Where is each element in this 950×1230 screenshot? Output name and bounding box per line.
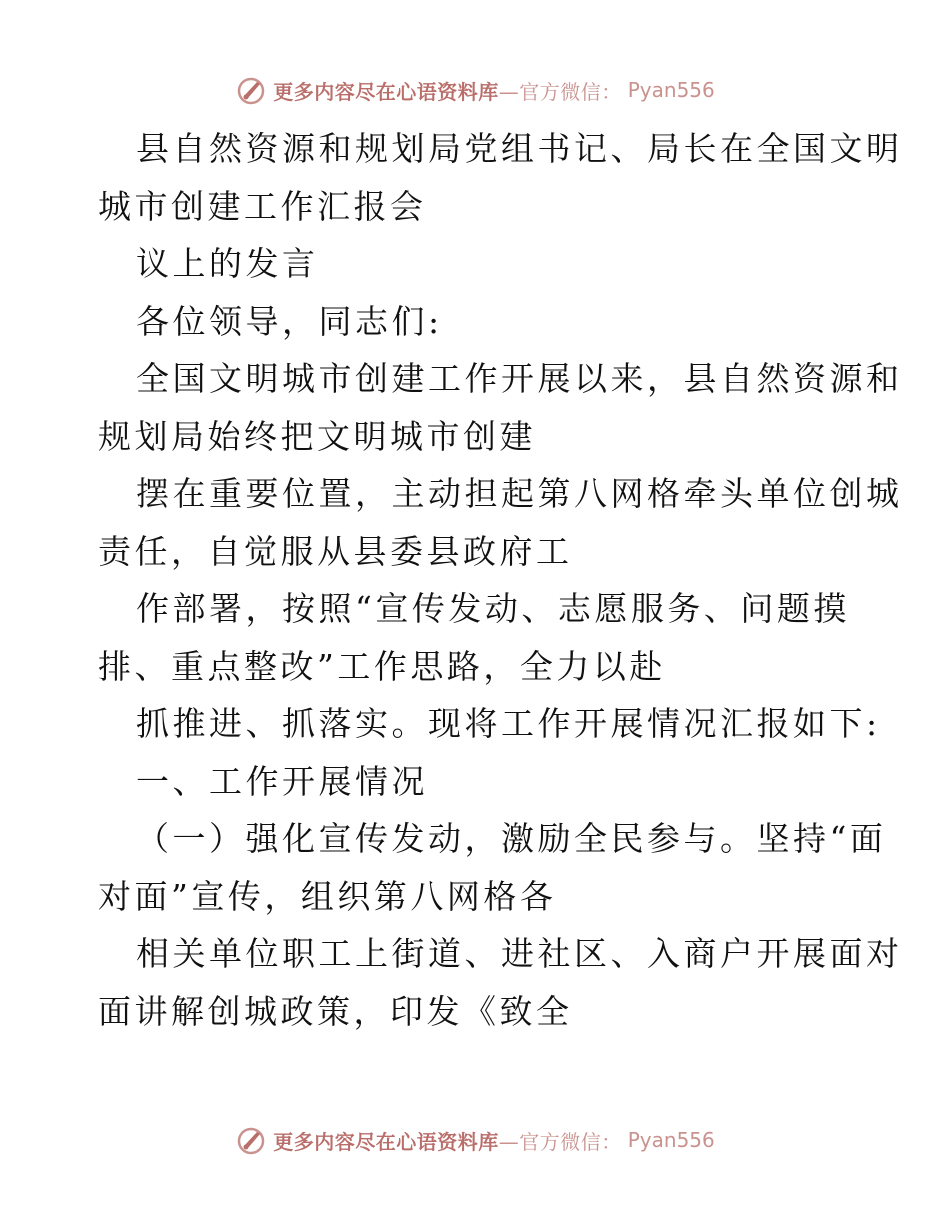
body-line: 面讲解创城政策，印发《致全 <box>98 991 573 1031</box>
title-line-3: 议上的发言 <box>136 244 319 283</box>
brush-circle-logo-icon <box>235 1124 267 1156</box>
body-line: 抓推进、抓落实。现将工作开展情况汇报如下: <box>136 704 881 743</box>
body-line: 作部署，按照“宣传发动、志愿服务、问题摸 <box>136 589 850 628</box>
document-body <box>98 120 903 1040</box>
body-line: 规划局始终把文明城市创建 <box>98 416 536 456</box>
body-line: 责任，自觉服从县委县政府工 <box>98 531 573 571</box>
watermark-footer <box>0 1120 950 1160</box>
body-line: 对面”宣传，组织第八网格各 <box>98 876 557 916</box>
body-line: 相关单位职工上街道、进社区、入商户开展面对 <box>136 934 903 973</box>
section-heading: 一、工作开展情况 <box>136 761 428 801</box>
title-line-1: 县自然资源和规划局党组书记、局长在全国文明 <box>136 129 903 168</box>
watermark-text <box>273 1126 622 1155</box>
body-line: 排、重点整改”工作思路，全力以赴 <box>98 646 666 686</box>
watermark-main-text: 更多内容尽在心语资料库 <box>273 1129 499 1154</box>
watermark-text <box>273 76 622 105</box>
body-line: （一）强化宣传发动，激励全民参与。坚持“面 <box>136 819 887 858</box>
salutation: 各位领导，同志们: <box>136 301 443 341</box>
title-line-2: 城市创建工作汇报会 <box>98 186 427 226</box>
watermark-separator-text: —官方微信： <box>498 1129 622 1154</box>
watermark-separator-text: —官方微信： <box>498 79 622 104</box>
body-line: 摆在重要位置，主动担起第八网格牵头单位创城 <box>136 474 903 513</box>
watermark-wechat-id: Pyan556 <box>627 78 715 102</box>
watermark-header <box>0 70 950 110</box>
watermark-wechat-id: Pyan556 <box>627 1128 715 1152</box>
body-line: 全国文明城市创建工作开展以来，县自然资源和 <box>136 359 903 398</box>
brush-circle-logo-icon <box>235 74 267 106</box>
watermark-main-text: 更多内容尽在心语资料库 <box>273 79 499 104</box>
